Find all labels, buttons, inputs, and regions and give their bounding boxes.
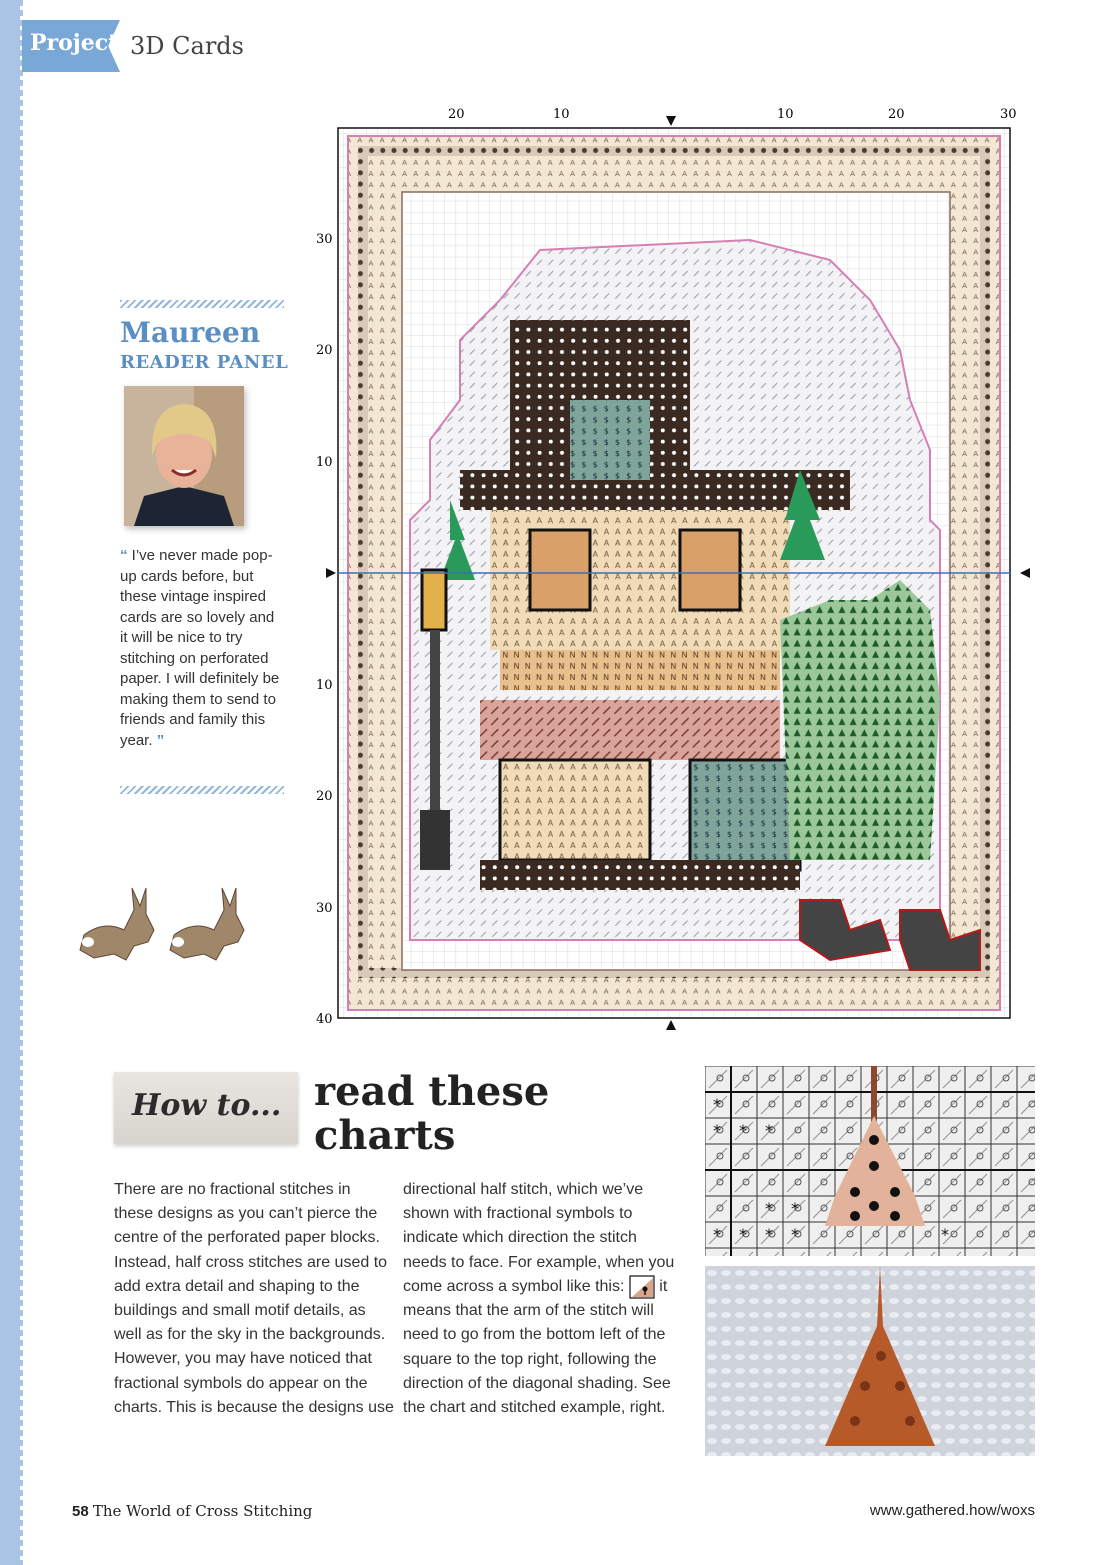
left-tick-7: 40 <box>316 1012 333 1027</box>
how-to-label: How to... <box>132 1088 282 1123</box>
section-heading: read these charts <box>314 1068 550 1159</box>
reader-quote <box>120 546 285 751</box>
reader-quote-text: I’ve never made pop-up cards before, but these vintage inspired cards are so lovely and it will be nice to try stitching on perforated paper. I will definitely be making them to send to friends and family this year. <box>120 547 280 749</box>
svg-text:*: * <box>739 1225 747 1244</box>
top-tick-1: 20 <box>448 107 465 122</box>
top-tick-5: 30 <box>1000 107 1017 122</box>
svg-text:*: * <box>739 1121 747 1140</box>
reader-photo <box>124 386 244 526</box>
left-tick-1: 30 <box>316 232 333 247</box>
left-tick-4: 10 <box>316 678 333 693</box>
left-tick-3: 10 <box>316 455 333 470</box>
body-column-2 <box>403 1178 683 1420</box>
magazine-name: The World of Cross Stitching <box>92 1502 313 1520</box>
panel-divider-top <box>120 300 284 308</box>
footer-url[interactable]: www.gathered.how/woxs <box>869 1502 1035 1519</box>
footer-left <box>72 1502 312 1520</box>
bunny-motifs <box>74 880 274 980</box>
project-label: Project <box>30 30 119 56</box>
svg-text:*: * <box>765 1199 773 1218</box>
svg-text:*: * <box>791 1199 799 1218</box>
svg-text:*: * <box>713 1121 721 1140</box>
example-chart <box>705 1066 1035 1256</box>
svg-text:*: * <box>765 1121 773 1140</box>
left-tick-5: 20 <box>316 789 333 804</box>
left-tick-6: 30 <box>316 901 333 916</box>
svg-text:*: * <box>941 1225 949 1244</box>
panel-divider-bottom <box>120 786 284 794</box>
left-tick-2: 20 <box>316 343 333 358</box>
reader-name: Maureen <box>120 316 261 349</box>
top-tick-4: 20 <box>888 107 905 122</box>
body-column-2-part-2: it means that the arm of the stitch will need to go from the bottom left of the square to the top right, following the direction of the diagonal shading. See the chart and stitched example, right. <box>403 1278 671 1417</box>
close-quote-mark: ” <box>156 731 165 749</box>
section-title: 3D Cards <box>130 32 244 60</box>
svg-text:*: * <box>713 1095 721 1114</box>
page-number: 58 <box>72 1503 89 1520</box>
svg-text:*: * <box>791 1225 799 1244</box>
cross-stitch-chart <box>310 100 1036 1030</box>
page-spine-stripe <box>0 0 20 1565</box>
reader-panel-label: READER PANEL <box>120 352 289 373</box>
top-tick-3: 10 <box>777 107 794 122</box>
body-column-1: There are no fractional stitches in these designs as you can’t pierce the centre of the perforated paper blocks. Instead, half cross stitches are used to add extra detail and shaping to the buildings and small motif details, as well as for the sky in the backgrounds. However, you may have noticed that fractional symbols do appear on the charts. This is because the designs use <box>114 1181 394 1416</box>
top-tick-2: 10 <box>553 107 570 122</box>
half-stitch-symbol-icon <box>629 1275 655 1299</box>
svg-text:*: * <box>765 1225 773 1244</box>
open-quote-mark: “ <box>120 547 128 564</box>
stitched-example-photo <box>705 1266 1035 1456</box>
body-column-2-part-1: directional half stitch, which we’ve shown with fractional symbols to indicate which direction the stitch needs to face. For example, when you come across a symbol like this: <box>403 1181 675 1296</box>
svg-text:*: * <box>713 1225 721 1244</box>
